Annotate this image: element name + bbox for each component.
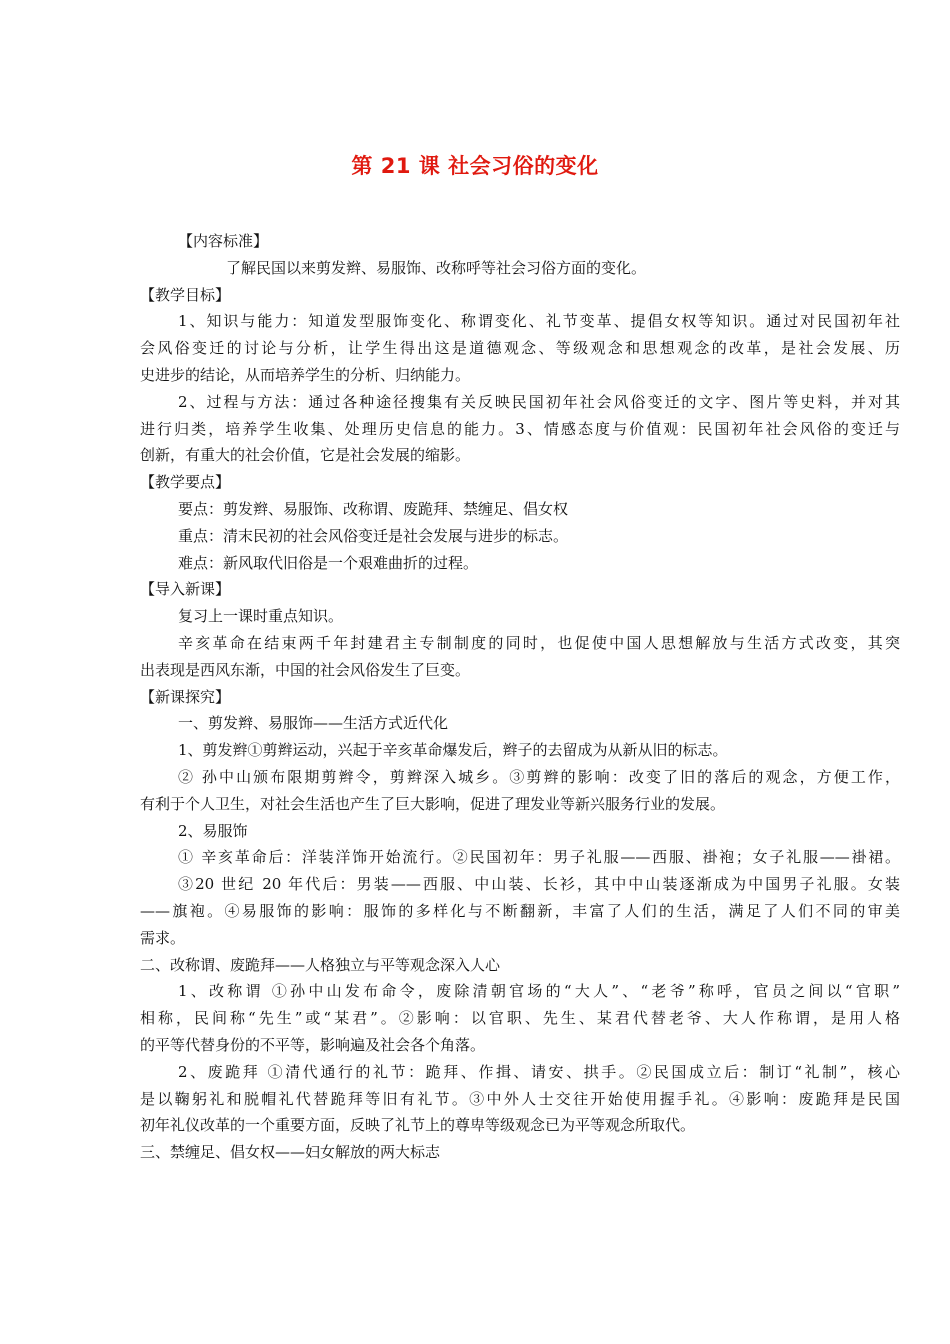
paragraph-line: 相称，民间称“先生”或“某君”。②影响：以官职、先生、某君代替老爷、大人作称谓，是用人格 <box>140 1009 900 1028</box>
section-heading: 【新课探究】 <box>140 687 231 706</box>
paragraph-line: 2、过程与方法：通过各种途径搜集有关反映民国初年社会风俗变迁的文字、图片等史料，并对其 <box>178 392 900 411</box>
section-heading: 【导入新课】 <box>140 580 231 599</box>
paragraph-line: 有利于个人卫生，对社会生活也产生了巨大影响，促进了理发业等新兴服务行业的发展。 <box>140 794 726 813</box>
section-heading: 二、改称谓、废跪拜——人格独立与平等观念深入人心 <box>140 955 501 974</box>
paragraph-line: 辛亥革命在结束两千年封建君主专制制度的同时，也促使中国人思想解放与生活方式改变，其突 <box>178 633 900 652</box>
paragraph-line: 难点：新风取代旧俗是一个艰难曲折的过程。 <box>178 553 479 572</box>
paragraph-line: 的平等代替身份的不平等，影响遍及社会各个角落。 <box>140 1035 486 1054</box>
subsection-heading: 2、易服饰 <box>178 821 248 840</box>
paragraph-line: ——旗袍。④易服饰的影响：服饰的多样化与不断翻新，丰富了人们的生活，满足了人们不同的审美 <box>140 901 900 920</box>
paragraph-line: 进行归类，培养学生收集、处理历史信息的能力。3、情感态度与价值观：民国初年社会风俗的变迁与 <box>140 419 900 438</box>
paragraph-line: 会风俗变迁的讨论与分析，让学生得出这是道德观念、等级观念和思想观念的改革，是社会发展、历 <box>140 339 900 358</box>
section-heading: 【内容标准】 <box>178 232 269 250</box>
subsection-heading: 一、剪发辫、易服饰——生活方式近代化 <box>178 714 449 733</box>
paragraph-line: 1、知识与能力：知道发型服饰变化、称谓变化、礼节变革、提倡女权等知识。通过对民国初年社 <box>178 312 900 331</box>
section-heading: 【教学目标】 <box>140 285 231 304</box>
paragraph-line: 是以鞠躬礼和脱帽礼代替跪拜等旧有礼节。③中外人士交往开始使用握手礼。④影响：废跪拜是民国 <box>140 1089 900 1108</box>
document-body <box>140 228 900 1166</box>
section-heading: 【教学要点】 <box>140 473 231 492</box>
paragraph-line: 史进步的结论，从而培养学生的分析、归纳能力。 <box>140 365 471 384</box>
paragraph-line: 1、改称谓 ①孙中山发布命令，废除清朝官场的“大人”、“老爷”称呼，官员之间以“官职” <box>178 982 900 1001</box>
paragraph-line: 要点：剪发辫、易服饰、改称谓、废跪拜、禁缠足、倡女权 <box>178 499 569 518</box>
paragraph-line: 出表现是西风东渐，中国的社会风俗发生了巨变。 <box>140 660 471 679</box>
paragraph-line: ① 辛亥革命后：洋装洋饰开始流行。②民国初年：男子礼服——西服、褂袍；女子礼服——褂裙。 <box>178 848 900 867</box>
paragraph-line: ③20 世纪 20 年代后：男装——西服、中山装、长衫，其中中山装逐渐成为中国男子礼服。女装 <box>178 875 900 894</box>
paragraph-line: 初年礼仪改革的一个重要方面，反映了礼节上的尊卑等级观念已为平等观念所取代。 <box>140 1116 696 1135</box>
paragraph-line: 重点：清末民初的社会风俗变迁是社会发展与进步的标志。 <box>178 526 569 545</box>
paragraph-line: 2、废跪拜 ①清代通行的礼节：跪拜、作揖、请安、拱手。②民国成立后：制订“礼制”，核心 <box>178 1062 900 1081</box>
paragraph-line: 复习上一课时重点知识。 <box>178 607 344 626</box>
paragraph-line: 创新，有重大的社会价值，它是社会发展的缩影。 <box>140 446 471 465</box>
paragraph-line: ② 孙中山颁布限期剪辫令，剪辫深入城乡。③剪辫的影响：改变了旧的落后的观念，方便工作， <box>178 767 900 786</box>
section-heading: 三、禁缠足、倡女权——妇女解放的两大标志 <box>140 1143 441 1162</box>
page-title: 第 21 课 社会习俗的变化 <box>351 154 599 178</box>
paragraph-line: 需求。 <box>140 928 186 947</box>
paragraph-line: 了解民国以来剪发辫、易服饰、改称呼等社会习俗方面的变化。 <box>226 258 647 277</box>
paragraph-line: 1、剪发辫①剪辫运动，兴起于辛亥革命爆发后，辫子的去留成为从新从旧的标志。 <box>178 741 728 760</box>
